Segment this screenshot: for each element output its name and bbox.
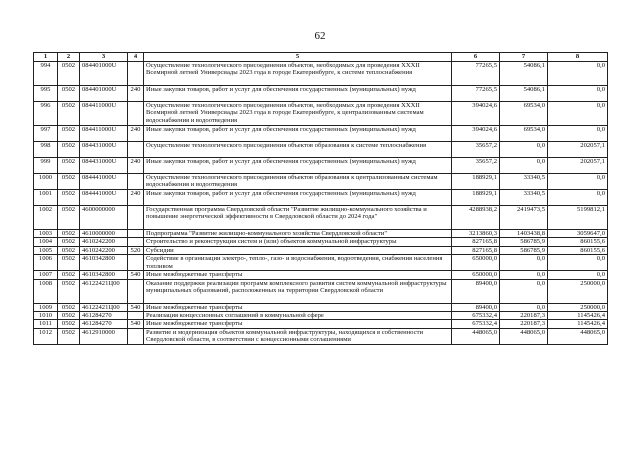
section-code-cell: 0502	[58, 86, 80, 102]
page-number: 62	[314, 30, 326, 42]
description-cell: Иные закупки товаров, работ и услуг для обеспечения государственных (муниципальных) нужд	[144, 86, 452, 102]
amount-2023-cell: 586785,9	[500, 246, 548, 254]
amount-2022-cell: 35657,2	[452, 142, 500, 158]
amount-2023-cell: 1403438,8	[500, 230, 548, 238]
amount-2022-cell: 188929,1	[452, 174, 500, 190]
expense-type-cell	[128, 230, 144, 238]
row-number-cell: 999	[34, 158, 58, 174]
section-code-cell: 0502	[58, 102, 80, 126]
expense-type-cell	[128, 238, 144, 246]
section-code-cell: 0502	[58, 328, 80, 344]
amount-2024-cell: 860155,6	[548, 238, 608, 246]
table-row	[34, 230, 608, 238]
target-code-cell: 4612910000	[80, 328, 128, 344]
amount-2024-cell: 250000,0	[548, 279, 608, 303]
description-cell: Осуществление технологического присоединения объектов, необходимых для проведения XXXII Всемирной летней Универсиады 2023 года в городе Екатеринбурге, к централизованным системам водоснабжения и водоотведения	[144, 102, 452, 126]
target-code-cell: 4610342800	[80, 271, 128, 279]
amount-2022-cell: 650000,0	[452, 271, 500, 279]
target-code-cell: 4610242200	[80, 246, 128, 254]
target-code-cell: 084401000U	[80, 86, 128, 102]
expense-type-cell	[128, 206, 144, 230]
expense-type-cell	[128, 174, 144, 190]
amount-2023-cell: 0,0	[500, 279, 548, 303]
amount-2023-cell: 0,0	[500, 303, 548, 311]
amount-2023-cell: 33340,5	[500, 190, 548, 206]
row-number-cell: 998	[34, 142, 58, 158]
amount-2022-cell: 89400,0	[452, 303, 500, 311]
target-code-cell: 461284270	[80, 311, 128, 319]
section-code-cell: 0502	[58, 174, 80, 190]
description-cell: Оказание поддержки реализации программ комплексного развития систем коммунальной инфраструктуры муниципальных образований, расположенных на территории Свердловской области	[144, 279, 452, 303]
amount-2022-cell: 675332,4	[452, 320, 500, 328]
header-cell-4: 4	[128, 53, 144, 62]
table-body	[34, 62, 608, 345]
expense-type-cell	[128, 279, 144, 303]
table-row	[34, 279, 608, 303]
amount-2022-cell: 89400,0	[452, 279, 500, 303]
target-code-cell: 4610000000	[80, 230, 128, 238]
amount-2022-cell: 4288938,2	[452, 206, 500, 230]
row-number-cell: 1009	[34, 303, 58, 311]
target-code-cell: 084411000U	[80, 102, 128, 126]
row-number-cell: 1010	[34, 311, 58, 319]
description-cell: Иные закупки товаров, работ и услуг для обеспечения государственных (муниципальных) нужд	[144, 190, 452, 206]
row-number-cell: 1011	[34, 320, 58, 328]
amount-2023-cell: 0,0	[500, 142, 548, 158]
amount-2022-cell: 77265,5	[452, 62, 500, 86]
expense-type-cell: 240	[128, 126, 144, 142]
amount-2023-cell: 220187,3	[500, 311, 548, 319]
amount-2024-cell: 0,0	[548, 255, 608, 271]
row-number-cell: 1002	[34, 206, 58, 230]
section-code-cell: 0502	[58, 255, 80, 271]
row-number-cell: 994	[34, 62, 58, 86]
target-code-cell: 4600000000	[80, 206, 128, 230]
header-cell-1: 1	[34, 53, 58, 62]
amount-2022-cell: 35657,2	[452, 158, 500, 174]
amount-2023-cell: 0,0	[500, 255, 548, 271]
table-row	[34, 174, 608, 190]
row-number-cell: 1006	[34, 255, 58, 271]
header-cell-3: 3	[80, 53, 128, 62]
expense-type-cell	[128, 142, 144, 158]
header-cell-2: 2	[58, 53, 80, 62]
expense-type-cell: 540	[128, 303, 144, 311]
section-code-cell: 0502	[58, 62, 80, 86]
expense-type-cell: 240	[128, 190, 144, 206]
target-code-cell: 084401000U	[80, 62, 128, 86]
section-code-cell: 0502	[58, 230, 80, 238]
section-code-cell: 0502	[58, 142, 80, 158]
table-row	[34, 206, 608, 230]
section-code-cell: 0502	[58, 190, 80, 206]
amount-2022-cell: 77265,5	[452, 86, 500, 102]
table-row	[34, 126, 608, 142]
amount-2022-cell: 827165,8	[452, 246, 500, 254]
amount-2023-cell: 0,0	[500, 271, 548, 279]
amount-2024-cell: 0,0	[548, 126, 608, 142]
description-cell: Осуществление технологического присоединения объектов образования к системе теплоснабжения	[144, 142, 452, 158]
target-code-cell: 084441000U	[80, 190, 128, 206]
amount-2024-cell: 0,0	[548, 102, 608, 126]
amount-2022-cell: 3213860,3	[452, 230, 500, 238]
table-header-row	[34, 53, 608, 62]
target-code-cell: 4610342800	[80, 255, 128, 271]
description-cell: Иные закупки товаров, работ и услуг для обеспечения государственных (муниципальных) нужд	[144, 158, 452, 174]
amount-2022-cell: 394024,6	[452, 126, 500, 142]
description-cell: Реализация концессионных соглашений в коммунальной сфере	[144, 311, 452, 319]
description-cell: Субсидии	[144, 246, 452, 254]
description-cell: Государственная программа Свердловской области "Развитие жилищно-коммунального хозяйства и повышение энергетической эффективности в Свердловской области до 2024 года"	[144, 206, 452, 230]
expense-type-cell: 240	[128, 86, 144, 102]
description-cell: Содействие в организации электро-, тепло-, газо- и водоснабжения, водоотведения, снабжения населения топливом	[144, 255, 452, 271]
target-code-cell: 084441000U	[80, 174, 128, 190]
amount-2024-cell: 250000,0	[548, 303, 608, 311]
row-number-cell: 1004	[34, 238, 58, 246]
description-cell: Иные межбюджетные трансферты	[144, 271, 452, 279]
expense-type-cell	[128, 102, 144, 126]
row-number-cell: 1003	[34, 230, 58, 238]
row-number-cell: 1005	[34, 246, 58, 254]
expense-type-cell: 540	[128, 320, 144, 328]
amount-2024-cell: 1145426,4	[548, 320, 608, 328]
description-cell: Иные закупки товаров, работ и услуг для обеспечения государственных (муниципальных) нужд	[144, 126, 452, 142]
budget-table	[33, 52, 608, 345]
amount-2024-cell: 5199812,1	[548, 206, 608, 230]
table-row	[34, 142, 608, 158]
row-number-cell: 1007	[34, 271, 58, 279]
header-cell-7: 7	[500, 53, 548, 62]
expense-type-cell: 540	[128, 271, 144, 279]
expense-type-cell	[128, 255, 144, 271]
amount-2024-cell: 0,0	[548, 190, 608, 206]
description-cell: Иные межбюджетные трансферты	[144, 320, 452, 328]
row-number-cell: 1008	[34, 279, 58, 303]
amount-2023-cell: 54086,1	[500, 86, 548, 102]
expense-type-cell	[128, 311, 144, 319]
target-code-cell: 461284270	[80, 320, 128, 328]
table-row	[34, 271, 608, 279]
section-code-cell: 0502	[58, 320, 80, 328]
table-row	[34, 86, 608, 102]
table-row	[34, 102, 608, 126]
amount-2024-cell: 202057,1	[548, 142, 608, 158]
amount-2023-cell: 69534,0	[500, 126, 548, 142]
description-cell: Строительство и реконструкция систем и (или) объектов коммунальной инфраструктуры	[144, 238, 452, 246]
section-code-cell: 0502	[58, 246, 80, 254]
header-cell-5: 5	[144, 53, 452, 62]
target-code-cell: 46122421Ц00	[80, 279, 128, 303]
amount-2023-cell: 0,0	[500, 158, 548, 174]
table-row	[34, 238, 608, 246]
target-code-cell: 4610242200	[80, 238, 128, 246]
amount-2022-cell: 394024,6	[452, 102, 500, 126]
expense-type-cell	[128, 62, 144, 86]
description-cell: Осуществление технологического присоединения объектов образования к централизованным системам водоснабжения и водоотведения	[144, 174, 452, 190]
section-code-cell: 0502	[58, 158, 80, 174]
row-number-cell: 996	[34, 102, 58, 126]
section-code-cell: 0502	[58, 206, 80, 230]
header-cell-8: 8	[548, 53, 608, 62]
amount-2024-cell: 3059647,0	[548, 230, 608, 238]
section-code-cell: 0502	[58, 279, 80, 303]
amount-2024-cell: 448065,0	[548, 328, 608, 344]
table-row	[34, 158, 608, 174]
amount-2022-cell: 188929,1	[452, 190, 500, 206]
amount-2022-cell: 675332,4	[452, 311, 500, 319]
section-code-cell: 0502	[58, 238, 80, 246]
amount-2023-cell: 2419473,5	[500, 206, 548, 230]
amount-2024-cell: 0,0	[548, 86, 608, 102]
amount-2022-cell: 650000,0	[452, 255, 500, 271]
table-row	[34, 311, 608, 319]
amount-2024-cell: 1145426,4	[548, 311, 608, 319]
target-code-cell: 46122421Ц00	[80, 303, 128, 311]
expense-type-cell: 240	[128, 158, 144, 174]
description-cell: Иные межбюджетные трансферты	[144, 303, 452, 311]
amount-2022-cell: 827165,8	[452, 238, 500, 246]
amount-2024-cell: 0,0	[548, 62, 608, 86]
target-code-cell: 084411000U	[80, 126, 128, 142]
section-code-cell: 0502	[58, 126, 80, 142]
table-row	[34, 328, 608, 344]
row-number-cell: 1012	[34, 328, 58, 344]
amount-2023-cell: 33340,5	[500, 174, 548, 190]
description-cell: Развитие и модернизация объектов коммунальной инфраструктуры, находящихся в собственности Свердловской области, в соответствии с концессионными соглашениями	[144, 328, 452, 344]
section-code-cell: 0502	[58, 271, 80, 279]
expense-type-cell: 520	[128, 246, 144, 254]
amount-2023-cell: 220187,3	[500, 320, 548, 328]
target-code-cell: 084431000U	[80, 142, 128, 158]
expense-type-cell	[128, 328, 144, 344]
table-row	[34, 62, 608, 86]
amount-2024-cell: 860155,6	[548, 246, 608, 254]
amount-2024-cell: 0,0	[548, 271, 608, 279]
amount-2024-cell: 0,0	[548, 174, 608, 190]
amount-2023-cell: 54086,1	[500, 62, 548, 86]
table-row	[34, 320, 608, 328]
row-number-cell: 997	[34, 126, 58, 142]
amount-2023-cell: 448065,0	[500, 328, 548, 344]
section-code-cell: 0502	[58, 311, 80, 319]
table-row	[34, 255, 608, 271]
amount-2023-cell: 586785,9	[500, 238, 548, 246]
target-code-cell: 084431000U	[80, 158, 128, 174]
description-cell: Осуществление технологического присоединения объектов, необходимых для проведения XXXII Всемирной летней Универсиады 2023 года в городе Екатеринбурге, к системе теплоснабжения	[144, 62, 452, 86]
amount-2022-cell: 448065,0	[452, 328, 500, 344]
table-row	[34, 246, 608, 254]
header-cell-6: 6	[452, 53, 500, 62]
amount-2024-cell: 202057,1	[548, 158, 608, 174]
row-number-cell: 1001	[34, 190, 58, 206]
section-code-cell: 0502	[58, 303, 80, 311]
table-row	[34, 303, 608, 311]
row-number-cell: 1000	[34, 174, 58, 190]
row-number-cell: 995	[34, 86, 58, 102]
description-cell: Подпрограмма "Развитие жилищно-коммунального хозяйства Свердловской области"	[144, 230, 452, 238]
table-row	[34, 190, 608, 206]
amount-2023-cell: 69534,0	[500, 102, 548, 126]
